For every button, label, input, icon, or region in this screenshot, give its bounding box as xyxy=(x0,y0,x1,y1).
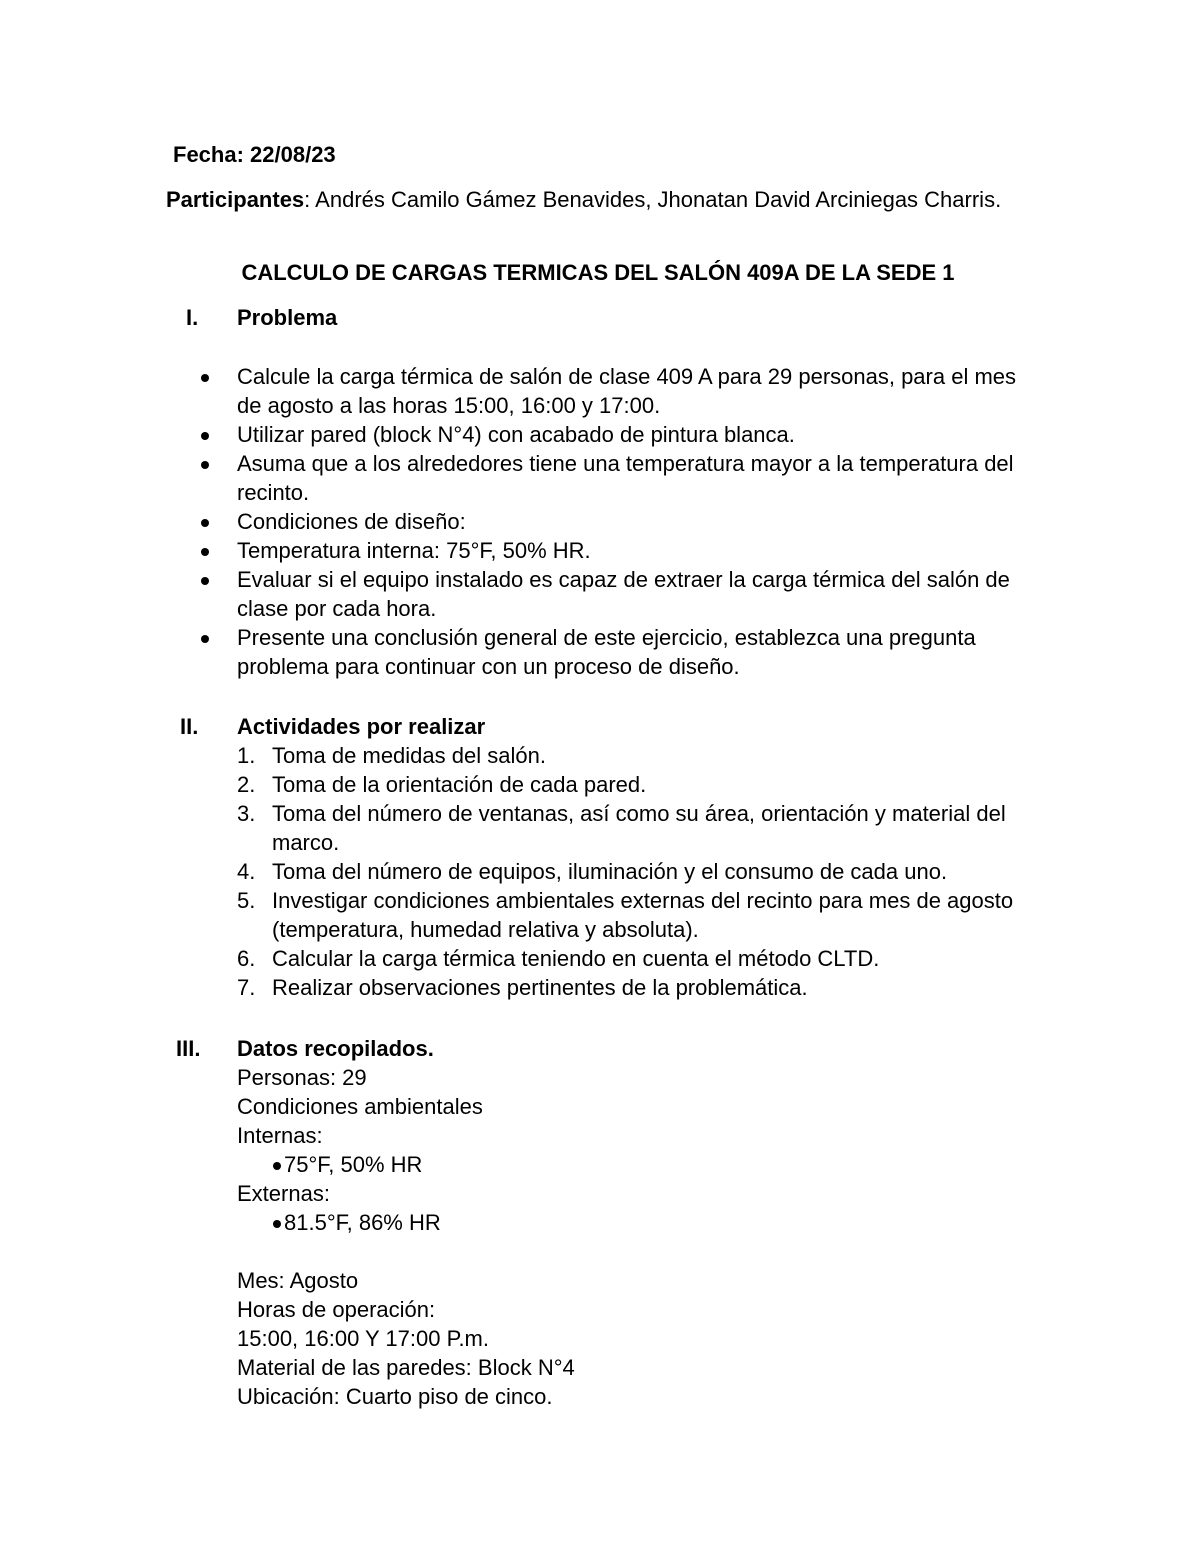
list-item xyxy=(0,420,1037,449)
mes-line: Mes: Agosto xyxy=(237,1268,359,1293)
list-item-number: 4. xyxy=(237,859,256,884)
list-item xyxy=(0,973,1032,1002)
personas-line: Personas: 29 xyxy=(237,1065,367,1090)
list-item-text: Toma del número de equipos, iluminación y el consumo de cada uno. xyxy=(272,859,948,884)
externas-value: 81.5°F, 86% HR xyxy=(284,1210,441,1235)
list-item-text: Realizar observaciones pertinentes de la problemática. xyxy=(272,975,808,1000)
list-item-number: 2. xyxy=(237,772,256,797)
list-item-number: 3. xyxy=(237,801,256,826)
section-title: Problema xyxy=(237,305,338,330)
list-item xyxy=(0,741,1032,770)
problema-bullet-list xyxy=(0,362,1037,681)
horas-value: 15:00, 16:00 Y 17:00 P.m. xyxy=(237,1326,489,1351)
list-item-text: Toma de medidas del salón. xyxy=(272,743,546,768)
list-item-text: Condiciones de diseño: xyxy=(237,509,466,534)
section-title: Datos recopilados. xyxy=(237,1036,434,1061)
bullet-icon xyxy=(273,1220,281,1228)
list-item xyxy=(0,770,1032,799)
list-item-number: 1. xyxy=(237,743,256,768)
list-item-text: Toma del número de ventanas, así como su área, orientación y material del marco. xyxy=(272,801,1006,855)
participants-label: Participantes xyxy=(166,187,305,212)
internas-value: 75°F, 50% HR xyxy=(284,1152,423,1177)
list-item-number: 7. xyxy=(237,975,256,1000)
internas-label: Internas: xyxy=(237,1123,323,1148)
bullet-icon xyxy=(201,635,209,643)
externas-bullet xyxy=(237,1208,575,1237)
bullet-icon xyxy=(201,432,209,440)
list-item-text: Toma de la orientación de cada pared. xyxy=(272,772,647,797)
bullet-icon xyxy=(201,461,209,469)
participants-paragraph xyxy=(166,185,1006,214)
section-number: I. xyxy=(186,305,199,330)
list-item-text: Presente una conclusión general de este ejercicio, establezca una pregunta problema para continuar con un proceso de diseño. xyxy=(237,625,976,679)
spacer xyxy=(237,1237,575,1266)
list-item-number: 6. xyxy=(237,946,256,971)
list-item xyxy=(0,857,1032,886)
internas-bullet xyxy=(237,1150,575,1179)
section-title: Actividades por realizar xyxy=(237,714,486,739)
datos-block xyxy=(237,1063,575,1411)
bullet-icon xyxy=(201,548,209,556)
list-item-number: 5. xyxy=(237,888,256,913)
material-line: Material de las paredes: Block N°4 xyxy=(237,1355,575,1380)
section-number: III. xyxy=(176,1036,201,1061)
section-number: II. xyxy=(180,714,199,739)
list-item xyxy=(0,507,1037,536)
list-item xyxy=(0,799,1032,857)
bullet-icon xyxy=(273,1162,281,1170)
list-item-text: Asuma que a los alrededores tiene una temperatura mayor a la temperatura del recinto. xyxy=(237,451,1014,505)
list-item xyxy=(0,623,1037,681)
list-item-text: Evaluar si el equipo instalado es capaz de extraer la carga térmica del salón de clase por cada hora. xyxy=(237,567,1010,621)
list-item-text: Calcule la carga térmica de salón de clase 409 A para 29 personas, para el mes de agosto a las horas 15:00, 16:00 y 17:00. xyxy=(237,364,1017,418)
list-item xyxy=(0,536,1037,565)
participants-names: : Andrés Camilo Gámez Benavides, Jhonatan David Arciniegas Charris. xyxy=(304,187,1002,212)
condiciones-line: Condiciones ambientales xyxy=(237,1094,483,1119)
list-item-text: Temperatura interna: 75°F, 50% HR. xyxy=(237,538,591,563)
list-item xyxy=(0,944,1032,973)
list-item xyxy=(0,362,1037,420)
bullet-icon xyxy=(201,577,209,585)
list-item xyxy=(0,565,1037,623)
list-item-text: Utilizar pared (block N°4) con acabado de pintura blanca. xyxy=(237,422,795,447)
ubicacion-line: Ubicación: Cuarto piso de cinco. xyxy=(237,1384,553,1409)
list-item xyxy=(0,449,1037,507)
actividades-numbered-list xyxy=(0,741,1032,1002)
bullet-icon xyxy=(201,374,209,382)
horas-label: Horas de operación: xyxy=(237,1297,436,1322)
date-line: Fecha: 22/08/23 xyxy=(173,142,336,167)
list-item-text: Investigar condiciones ambientales externas del recinto para mes de agosto (temperatura, humedad relativa y absoluta). xyxy=(272,888,1014,942)
list-item xyxy=(0,886,1032,944)
document-title: CALCULO DE CARGAS TERMICAS DEL SALÓN 409A DE LA SEDE 1 xyxy=(241,260,955,285)
externas-label: Externas: xyxy=(237,1181,330,1206)
list-item-text: Calcular la carga térmica teniendo en cuenta el método CLTD. xyxy=(272,946,880,971)
bullet-icon xyxy=(201,519,209,527)
